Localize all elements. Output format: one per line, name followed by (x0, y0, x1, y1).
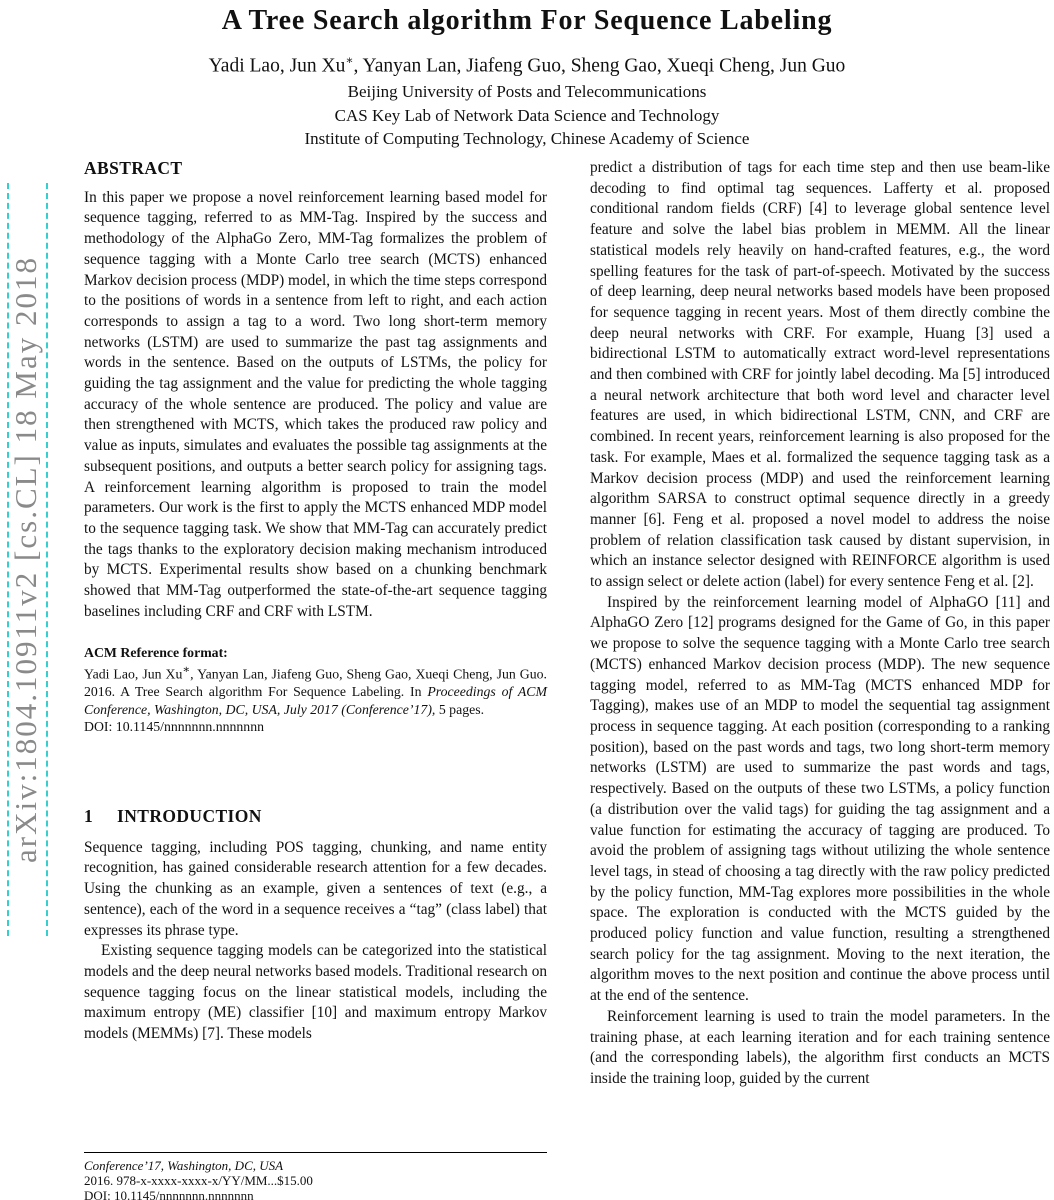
acm-ref-doi: DOI: 10.1145/nnnnnnn.nnnnnnn (84, 719, 264, 735)
right-column (590, 158, 1050, 1090)
left-column (84, 158, 547, 1045)
affiliation-line-2: CAS Key Lab of Network Data Science and Technology (334, 105, 720, 125)
author-asterisk-superscript: ∗ (345, 53, 354, 67)
affiliation-line-3: Institute of Computing Technology, Chinese Academy of Science (304, 129, 750, 148)
acm-reference-block (84, 644, 547, 736)
acm-ref-asterisk: ∗ (182, 664, 191, 677)
abstract-text: In this paper we propose a novel reinforcement learning based model for sequence tagging, referred to as MM-Tag. Inspired by the success and methodology of the AlphaGo Zero, MM-Tag formalizes the problem of sequence tagging with a Monte Carlo tree search (MCTS) enhanced Markov decision process (MDP) model, in which the time steps correspond to the positions of words in a sentence from left to right, and each action corresponds to assign a tag to a word. Two long short-term memory networks (LSTM) are used to summarize the past tag assignments and words in the sentence. Based on the outputs of LSTMs, the policy for guiding the tag assignment and the value for predicting the whole tagging accuracy of the whole sentence are produced. The policy and value are then strengthened with MCTS, which takes the produced raw policy and value as inputs, simulates and evaluates the possible tag assignments at the subsequent positions, and outputs a better search policy for assigning tags. A reinforcement learning algorithm is proposed to train the model parameters. Our work is the first to apply the MCTS enhanced MDP model to the sequence tagging task. We show that MM-Tag can accurately predict the tags thanks to the exploratory decision making mechanism introduced by MCTS. Experimental results show based on a chunking benchmark showed that MM-Tag outperformed the state-of-the-art sequence tagging baselines including CRF and CRF with LSTM. (84, 188, 547, 620)
acm-ref-pages: 5 pages. (435, 701, 485, 717)
authors-first: Yadi Lao, Jun Xu (208, 55, 346, 77)
related-work-paragraph: predict a distribution of tags for each time step and then use beam-like decoding to find optimal tag sequences. Lafferty et al. proposed conditional random fields (CRF) [4] to leverage global sentence level feature and solve the label bias problem in MEMM. All the linear statistical models rely heavily on hand-crafted features, e.g., the word spelling features for the task of part-of-speech. Motivated by the success of deep learning, deep neural networks based models have been proposed for sequence tagging in recent years. Most of them directly combine the deep neural networks with CRF. For example, Huang [3] used a bidirectional LSTM to automatically extract word-level representations and then combined with CRF for jointly label decoding. Ma [5] introduced a neural network architecture that both word level and character level features are used, in which bidirectional LSTM, CNN, and CRF are combined. In recent years, reinforcement learning is also proposed for the task. For example, Maes et al. formalized the sequence tagging task as a Markov decision process (MDP) and used the reinforcement learning algorithm SARSA to construct optimal sequence directly in a greedy manner [6]. Feng et al. proposed a novel model to address the noise problem of relation classification task caused by distant supervision, in which an instance selector designed with REINFORCE algorithm is used to assign select or delete action (label) for every sentence Feng et al. [2]. (590, 159, 1050, 591)
acm-ref-middle: , Yanyan Lan, Jiafeng Guo, Sheng Gao, Xueqi Cheng, Jun Guo. 2016. A Tree Search algorithm For Sequence Labeling. In (84, 666, 547, 700)
authors-rest: , Yanyan Lan, Jiafeng Guo, Sheng Gao, Xueqi Cheng, Jun Guo (353, 55, 846, 77)
intro-paragraph-2: Existing sequence tagging models can be categorized into the statistical models and the deep neural networks based models. Traditional research on sequence tagging focus on the linear statistical models, including the maximum entropy (ME) classifier [10] and maximum entropy Markov models (MEMMs) [7]. These models (84, 942, 547, 1043)
approach-overview-paragraph: Inspired by the reinforcement learning model of AlphaGO [11] and AlphaGO Zero [12] programs designed for the Game of Go, in this paper we propose to solve the sequence tagging with a Monte Carlo tree search (MCTS) enhanced Markov decision process (MDP). The new sequence tagging model, referred to as MM-Tag (MCTS enhanced MDP for Tagging), makes use of an MDP to model the sequential tag assignment process in sequence tagging. At each position (corresponding to a ranking position), based on the past words and tags, two long short-term memory networks (LSTM) are used to summarize the past words and tags, respectively. Based on the outputs of these two LSTMs, a policy function (a distribution over the valid tags) for guiding the tag assignment and a value function for estimating the accuracy of tagging are produced. To avoid the problem of assigning tags without utilizing the whole sentence level tags, in stead of choosing a tag directly with the raw policy predicted by the policy function, MM-Tag explores more possibilities in the whole space. The exploration is conducted with the MCTS guided by the produced policy function and value function, resulting a strengthened search policy for the tag assignment. Moving to the next iteration, the algorithm moves to the next position and continue the above process until at the end of the sentence. (590, 593, 1050, 1005)
section-1-number: 1 (84, 806, 94, 827)
paper-title: A Tree Search algorithm For Sequence Labeling (221, 5, 833, 36)
acm-ref-venue: Proceedings of ACM Conference, Washington, DC, USA, July 2017 (Conference’17), (84, 684, 547, 717)
intro-paragraph-1: Sequence tagging, including POS tagging, chunking, and name entity recognition, has gained considerable research attention for a few decades. Using the chunking as an example, given a sentences of text (e.g., a sentence), each of the word in a sequence receives a “tag” (class label) that expresses its phrase type. (84, 838, 547, 939)
arxiv-id-text: arXiv:1804.10911v2 [cs.CL] 18 May 2018 (8, 256, 43, 863)
arxiv-dashed-rule-right (46, 183, 48, 936)
section-1-heading (84, 806, 547, 827)
arxiv-watermark (7, 183, 48, 936)
footnote-rule (84, 1152, 547, 1153)
footnote-conference-line: Conference’17, Washington, DC, USA (84, 1158, 284, 1173)
section-1-title: INTRODUCTION (117, 806, 262, 827)
footnote-doi-line: DOI: 10.1145/nnnnnnn.nnnnnnn (84, 1188, 254, 1200)
acm-reference-text (84, 662, 547, 718)
authors-line (0, 53, 1054, 78)
abstract-heading: ABSTRACT (84, 158, 183, 178)
affiliation-line-1: Beijing University of Posts and Telecommunications (347, 82, 707, 101)
acm-ref-authors: Yadi Lao, Jun Xu (84, 666, 183, 682)
acm-reference-heading: ACM Reference format: (84, 645, 228, 661)
footnote-isbn-line: 2016. 978-x-xxxx-xxxx-x/YY/MM...$15.00 (84, 1173, 313, 1188)
copyright-footnote (84, 1152, 547, 1200)
affiliations-block (0, 80, 1054, 151)
training-paragraph: Reinforcement learning is used to train the model parameters. In the training phase, at each learning iteration and for each training sentence (and the corresponding labels), the algorithm first conducts an MCTS inside the training loop, guided by the current (590, 1007, 1050, 1087)
